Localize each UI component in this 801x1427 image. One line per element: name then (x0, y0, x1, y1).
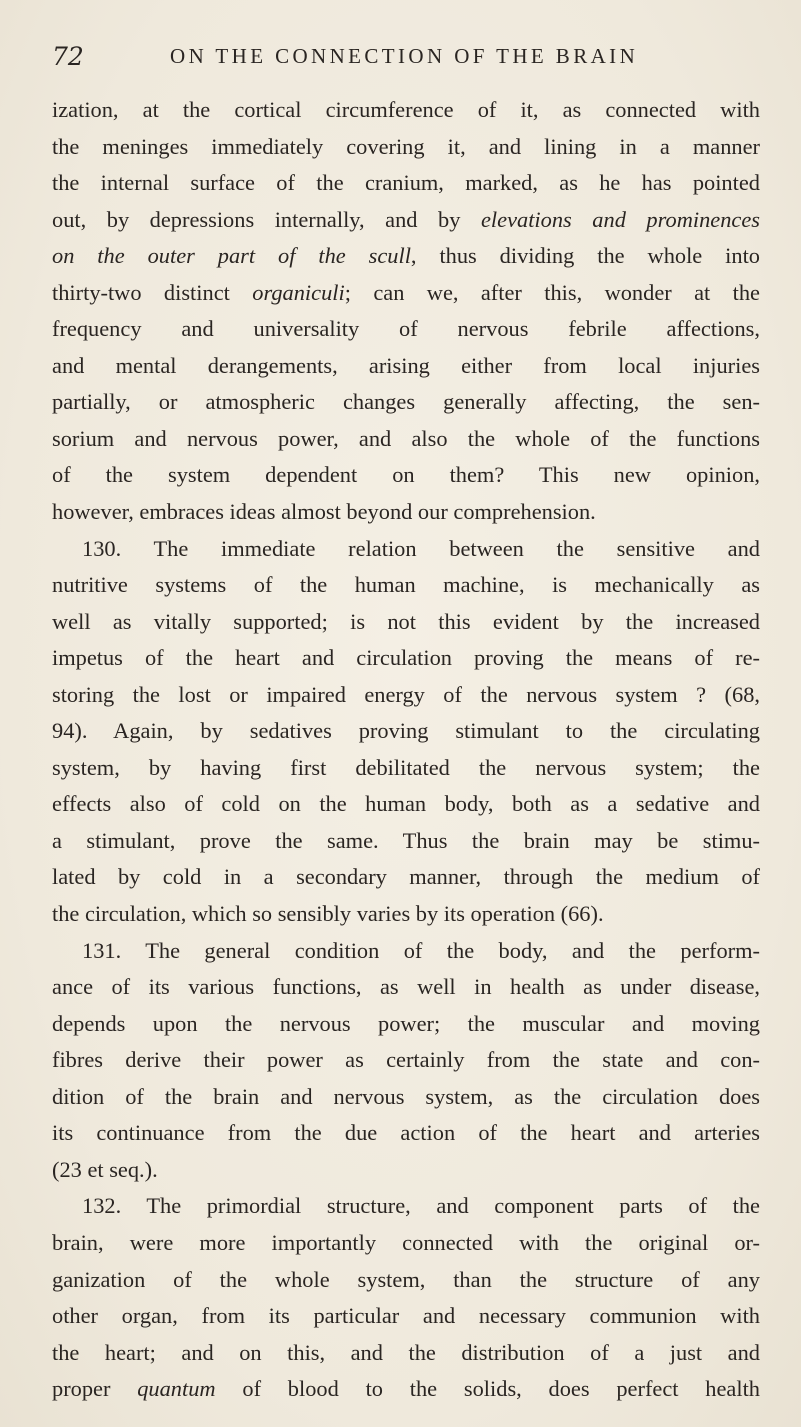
text-line-7: frequency and universality of nervous febrile affections, (52, 316, 760, 342)
text-line-20: effects also of cold on the human body, both as a sedative and (52, 791, 760, 817)
text-line-22: lated by cold in a secondary manner, through the medium of (52, 864, 760, 890)
running-head (52, 42, 752, 78)
text-line-4: out, by depressions internally, and by elevations and prominences (52, 206, 760, 232)
text-line-5: on the outer part of the scull, thus dividing the whole into (52, 243, 760, 269)
text-line-21: a stimulant, prove the same. Thus the brain may be stimu- (52, 827, 760, 853)
text-line-10: sorium and nervous power, and also the whole of the functions (52, 425, 760, 451)
text-line-23: the circulation, which so sensibly varies by its operation (66). (52, 901, 604, 927)
paragraph-132-start: 132. The primordial structure, and component parts of the (82, 1193, 760, 1219)
text-line-2: the meninges immediately covering it, and lining in a manner (52, 133, 760, 159)
text-line-3: the internal surface of the cranium, marked, as he has pointed (52, 170, 760, 196)
page-number: 72 (52, 42, 84, 71)
text-line-12: however, embraces ideas almost beyond our comprehension. (52, 499, 596, 525)
paragraph-130-start: 130. The immediate relation between the sensitive and (82, 535, 760, 561)
text-line-30: (23 et seq.). (52, 1156, 158, 1182)
text-line-28: dition of the brain and nervous system, as the circulation does (52, 1083, 760, 1109)
text-line-33: ganization of the whole system, than the structure of any (52, 1266, 760, 1292)
running-title: ON THE CONNECTION OF THE BRAIN (170, 44, 639, 68)
text-line-26: depends upon the nervous power; the muscular and moving (52, 1010, 760, 1036)
text-line-25: ance of its various functions, as well in health as under disease, (52, 974, 760, 1000)
text-line-36: proper quantum of blood to the solids, does perfect health (52, 1376, 760, 1402)
text-line-19: system, by having first debilitated the nervous system; the (52, 754, 760, 780)
text-line-15: well as vitally supported; is not this evident by the increased (52, 608, 760, 634)
text-line-16: impetus of the heart and circulation proving the means of re- (52, 645, 760, 671)
text-line-32: brain, were more importantly connected with the original or- (52, 1229, 760, 1255)
text-line-27: fibres derive their power as certainly from the state and con- (52, 1047, 760, 1073)
body-text (52, 92, 760, 1408)
emphasis-elevations: elevations and prominences (480, 206, 760, 232)
emphasis-outer-part: on the outer part of the scull (52, 243, 411, 269)
text-line-1: ization, at the cortical circumference of it, as connected with (52, 97, 760, 122)
emphasis-organiculi: organiculi (252, 279, 345, 305)
text-line-9: partially, or atmospheric changes generally affecting, the sen- (52, 389, 760, 415)
text-line-6: thirty-two distinct organiculi; can we, after this, wonder at the (52, 279, 760, 305)
text-line-14: nutritive systems of the human machine, is mechanically as (52, 572, 760, 598)
text-line-18: 94). Again, by sedatives proving stimulant to the circulating (52, 718, 760, 744)
paragraph-131-start: 131. The general condition of the body, and the perform- (82, 937, 760, 963)
text-line-8: and mental derangements, arising either from local injuries (52, 352, 760, 378)
text-line-11: of the system dependent on them? This new opinion, (52, 462, 760, 488)
text-line-34: other organ, from its particular and necessary communion with (52, 1303, 760, 1329)
text-line-35: the heart; and on this, and the distribution of a just and (52, 1339, 760, 1365)
text-line-29: its continuance from the due action of the heart and arteries (52, 1120, 760, 1146)
text-line-17: storing the lost or impaired energy of the nervous system ? (68, (52, 681, 760, 707)
emphasis-quantum: quantum (137, 1376, 216, 1402)
